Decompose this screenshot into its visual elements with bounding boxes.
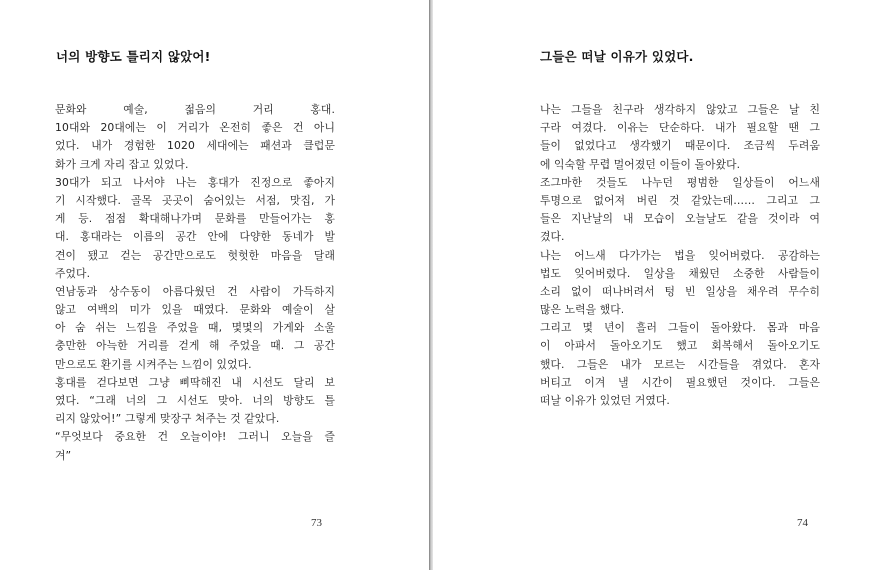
left-page xyxy=(0,0,429,570)
body-line: 버티고 이겨 낼 시간이 필요했던 것이다. 그들은 xyxy=(540,375,820,389)
body-line: 견이 됐고 걷는 공간만으로도 헛헛한 마음을 달래 xyxy=(55,248,335,262)
page-number: 73 xyxy=(311,517,322,529)
body-line: 화가 크게 자리 잡고 있었다. xyxy=(55,157,189,171)
body-line: 구라 여겼다. 이유는 단순하다. 내가 필요할 땐 그 xyxy=(540,121,820,135)
body-line: 문화와 예술, 젊음의 거리 홍대. xyxy=(55,103,335,116)
left-page-title: 너의 방향도 틀리지 않았어! xyxy=(56,49,211,64)
body-line: 에 익숙할 무렵 멀어졌던 이들이 돌아왔다. xyxy=(540,157,741,171)
body-line: 했다. 그들은 내가 모르는 시간들을 겪었다. 혼자 xyxy=(540,357,820,371)
left-page-body xyxy=(55,101,335,465)
right-page-body xyxy=(540,101,820,410)
body-line: 었다. 내가 경험한 1020 세대에는 패션과 클럽문 xyxy=(55,139,335,153)
body-line: 들이 없었다고 생각했기 때문이다. 조금씩 두려움 xyxy=(540,139,820,153)
body-line: 떠날 이유가 있었던 거였다. xyxy=(540,394,670,407)
body-line: 겨” xyxy=(55,448,72,462)
body-line: 투명으로 없어져 버린 것 같았는데…… 그리고 그 xyxy=(540,193,820,207)
body-line: 많은 노력을 했다. xyxy=(540,303,625,317)
body-line: 주었다. xyxy=(55,266,91,280)
body-line: 겼다. xyxy=(540,230,565,244)
body-line: 10대와 20대에는 이 거리가 온전히 좋은 건 아니 xyxy=(55,121,335,135)
body-line: 법도 잊어버렸다. 일상을 채웠던 소중한 사람들이 xyxy=(540,266,820,280)
body-line: 소리 없이 떠나버려서 텅 빈 일상을 채우려 무수히 xyxy=(540,284,820,298)
body-line: 나는 그들을 친구라 생각하지 않았고 그들은 날 친 xyxy=(540,103,820,116)
body-line: 조그마한 것들도 나누던 평범한 일상들이 어느새 xyxy=(540,175,820,189)
body-line: 나는 어느새 다가가는 법을 잊어버렸다. 공감하는 xyxy=(540,248,820,262)
body-line: 들은 지난날의 내 모습이 오늘날도 같을 것이라 여 xyxy=(540,212,820,226)
body-line: 그리고 몇 년이 흘러 그들이 돌아왔다. 몸과 마음 xyxy=(540,321,820,335)
body-line: 충만한 아늑한 거리를 걷게 해 주었을 때. 그 공간 xyxy=(55,339,335,353)
right-page-title: 그들은 떠날 이유가 있었다. xyxy=(540,49,694,64)
body-line: 기 시작했다. 골목 곳곳이 숨어있는 서점, 맛집, 가 xyxy=(55,193,335,207)
body-line: 만으로도 환기를 시켜주는 느낌이 있었다. xyxy=(55,357,252,371)
body-line: “무엇보다 중요한 건 오늘이야! 그러니 오늘을 즐 xyxy=(55,430,335,444)
body-line: 대. 홍대라는 이름의 공간 안에 다양한 동네가 발 xyxy=(55,230,335,244)
body-line: 않고 여백의 미가 있을 때였다. 문화와 예술이 살 xyxy=(55,303,335,317)
body-line: 이 아파서 돌아오기도 했고 회복해서 돌아오기도 xyxy=(540,339,820,353)
body-line: 리지 않았어!” 그렇게 맞장구 쳐주는 것 같았다. xyxy=(55,412,280,426)
body-line: 였다. “그래 너의 그 시선도 맞아. 너의 방향도 틀 xyxy=(55,394,335,407)
right-page xyxy=(433,0,879,570)
body-line: 홍대를 걷다보면 그냥 삐딱해진 내 시선도 달리 보 xyxy=(55,375,335,389)
body-line: 연남동과 상수동이 아름다웠던 건 사람이 가득하지 xyxy=(55,284,335,298)
body-line: 아 숨 쉬는 느낌을 주었을 때, 몇몇의 가게와 소울 xyxy=(55,321,335,335)
body-line: 30대가 되고 나서야 나는 홍대가 진정으로 좋아지 xyxy=(55,175,335,189)
page-number: 74 xyxy=(797,517,808,529)
body-line: 게 등. 점점 확대해나가며 문화를 만들어가는 홍 xyxy=(55,212,335,226)
